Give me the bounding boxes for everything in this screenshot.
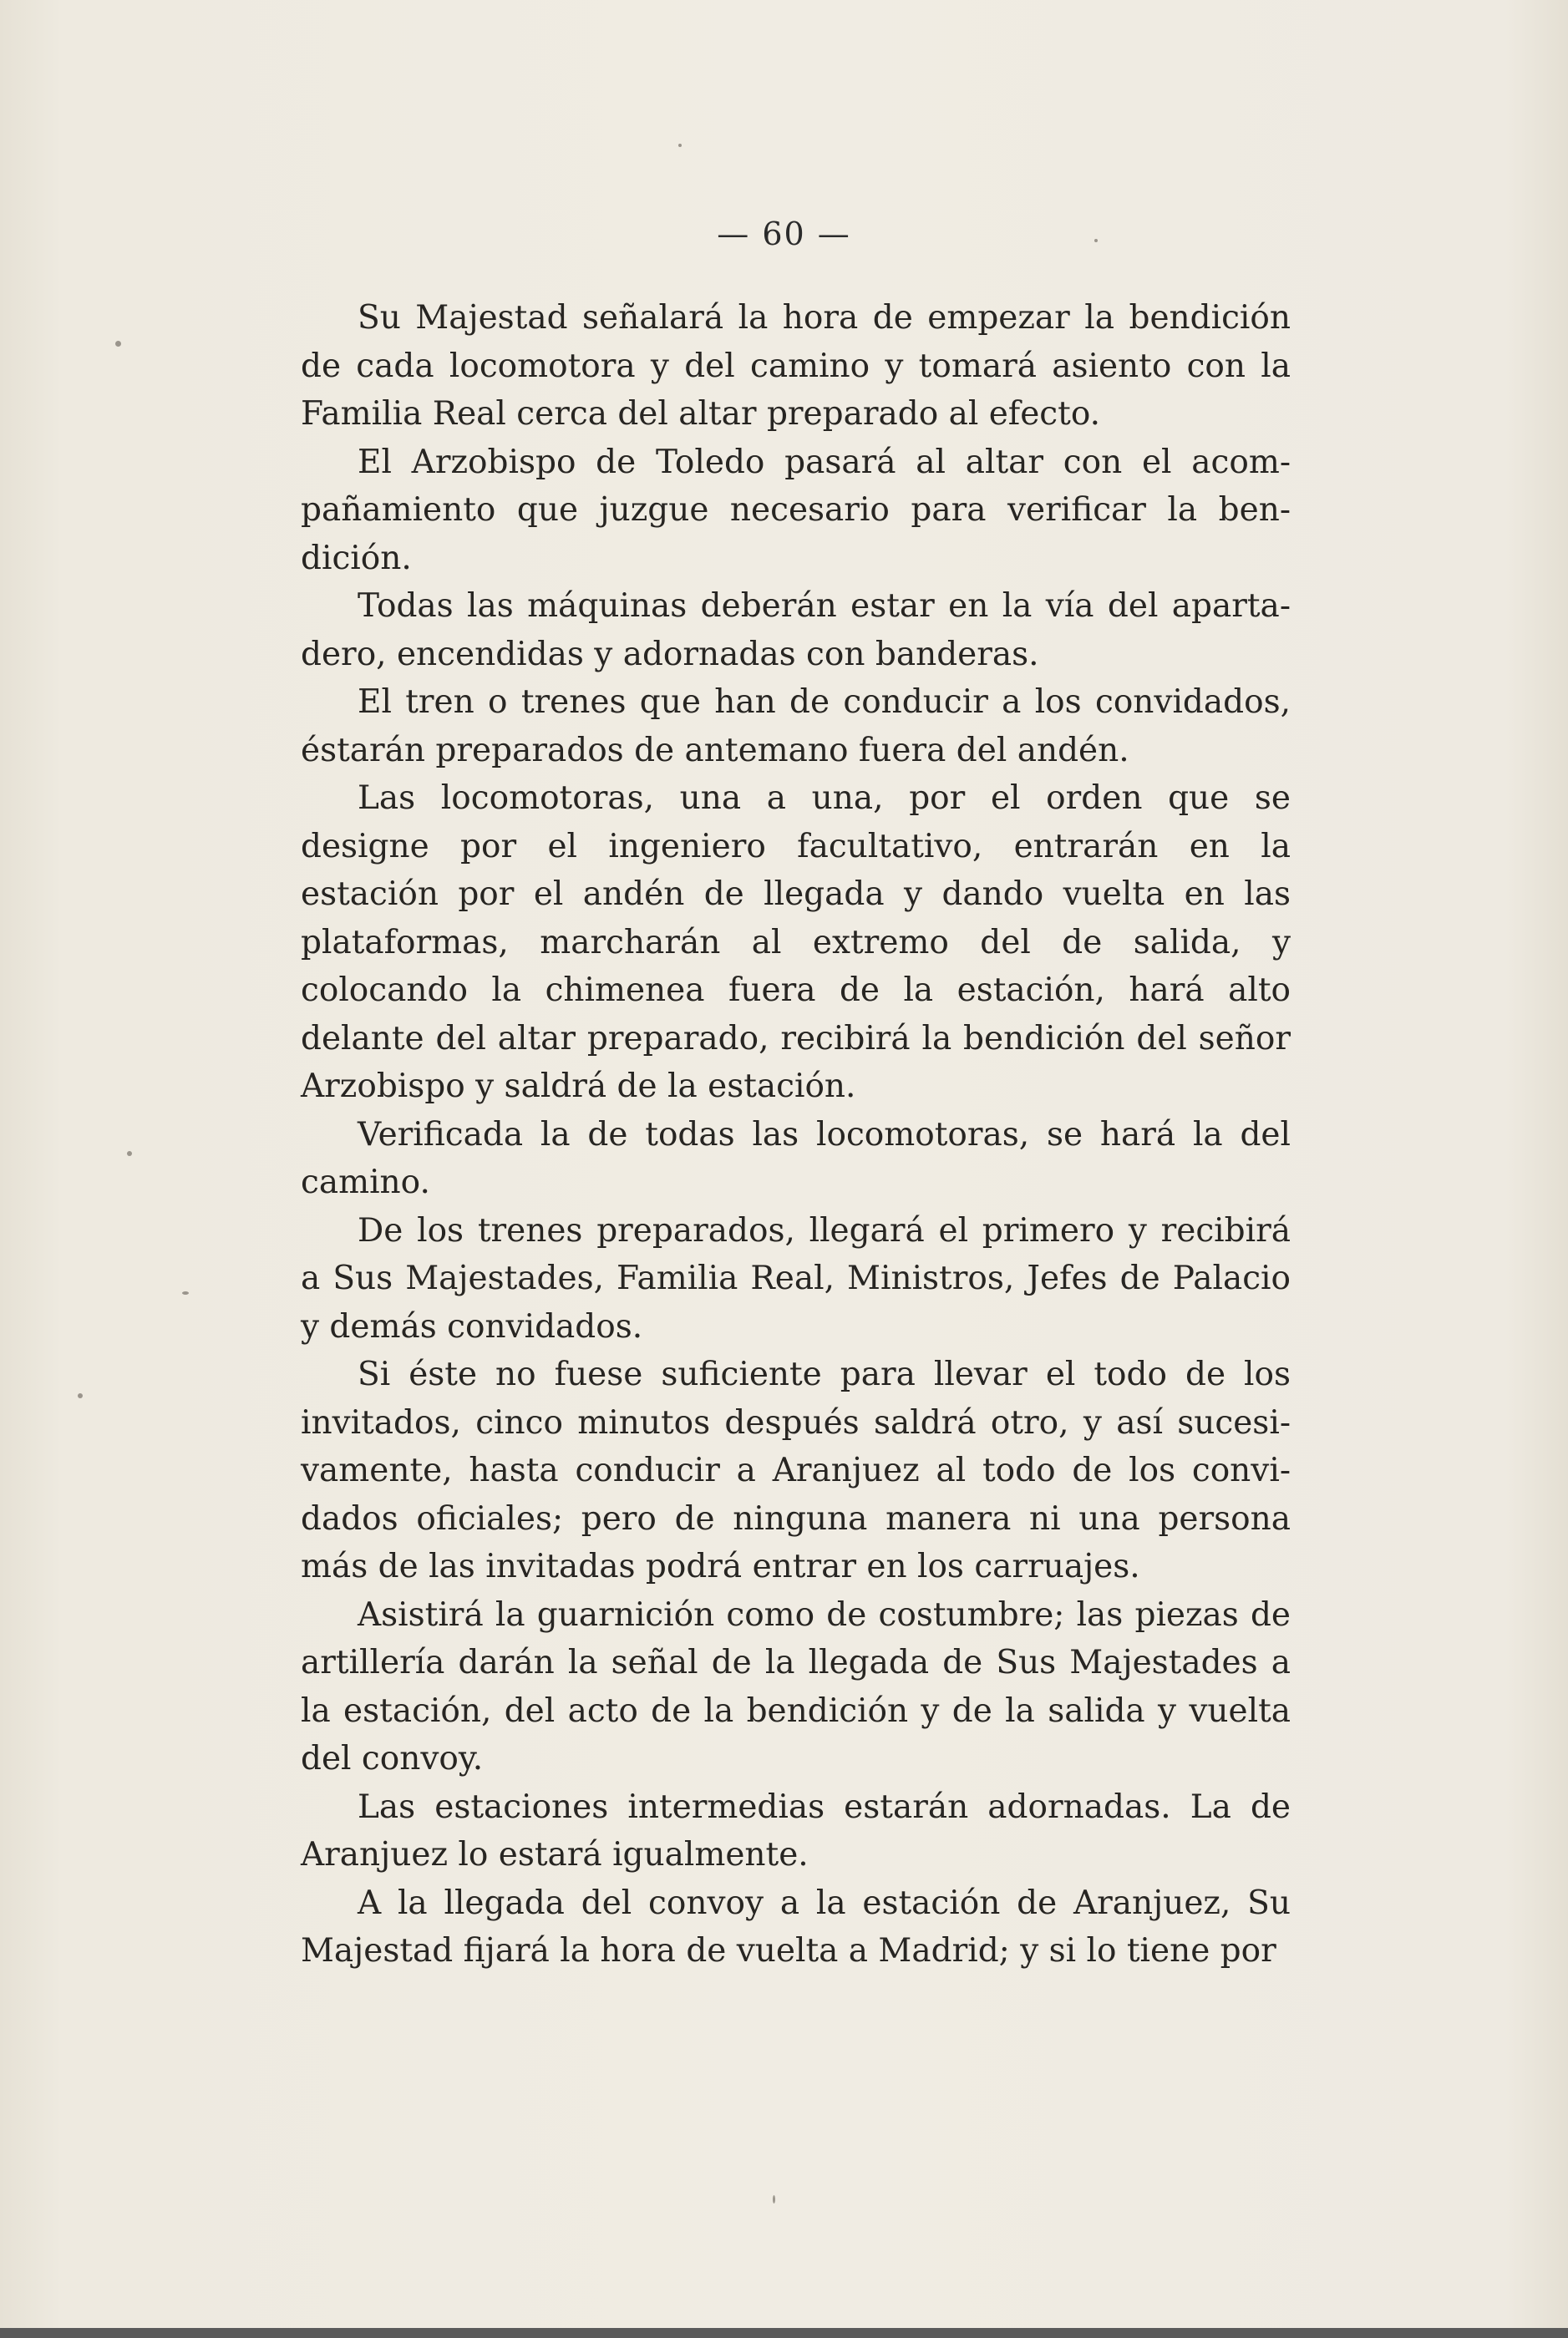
paper-speck xyxy=(773,2195,775,2204)
paragraph: De los trenes preparados, llegará el primero y recibirá a Sus Majestades, Familia Real, Ministros, Jefes de Palacio y demás convidados. xyxy=(301,1211,1291,1346)
paragraph: Todas las máquinas deberán estar en la vía del apartadero, encendidas y adornadas con banderas. xyxy=(301,587,1291,673)
paper-speck xyxy=(678,144,682,147)
paragraph: A la llegada del convoy a la estación de Aranjuez, Su Majestad fijará la hora de vuelta a Madrid; y si lo tiene por xyxy=(301,1884,1291,1970)
paragraph: Las locomotoras, una a una, por el orden que se designe por el ingeniero facultativo, entrarán en la estación por el andén de llegada y dando vuelta en las plataformas, marcharán al extremo del de salida, y colocando la chimenea fuera de la estación, hará alto delante del altar preparado, recibirá la bendición del señor Arzobispo y saldrá de la estación. xyxy=(301,779,1291,1105)
body-text xyxy=(301,294,1291,1975)
paragraph: Si éste no fuese suficiente para llevar el todo de los invitados, cinco minutos después saldrá otro, y así sucesivamente, hasta conducir a Aranjuez al todo de los convidados oficiales; pero de ninguna manera ni una persona más de las invitadas podrá entrar en los carruajes. xyxy=(301,1356,1291,1585)
paper-speck xyxy=(115,341,121,347)
page-number: — 60 — xyxy=(717,216,851,252)
paragraph: Verificada la de todas las locomotoras, se hará la del camino. xyxy=(301,1115,1291,1201)
paper-speck xyxy=(182,1291,189,1295)
paragraph: Las estaciones intermedias estarán adornadas. La de Aranjuez lo estará igualmente. xyxy=(301,1788,1291,1874)
paragraph: El Arzobispo de Toledo pasará al altar con el acompañamiento que juzgue necesario para verificar la bendición. xyxy=(301,443,1291,577)
paper-speck xyxy=(127,1151,132,1156)
paper-speck xyxy=(78,1393,83,1398)
paragraph: Su Majestad señalará la hora de empezar la bendición de cada locomotora y del camino y tomará asiento con la Familia Real cerca del altar preparado al efecto. xyxy=(301,299,1291,433)
paper-speck xyxy=(1094,239,1098,242)
paragraph: Asistirá la guarnición como de costumbre; las piezas de artillería darán la señal de la llegada de Sus Majestades a la estación, del acto de la bendición y de la salida y vuelta del convoy. xyxy=(301,1595,1291,1778)
paragraph: El tren o trenes que han de conducir a los convidados, éstarán preparados de antemano fuera del andén. xyxy=(301,683,1291,769)
page-bottom-edge xyxy=(0,2328,1568,2338)
